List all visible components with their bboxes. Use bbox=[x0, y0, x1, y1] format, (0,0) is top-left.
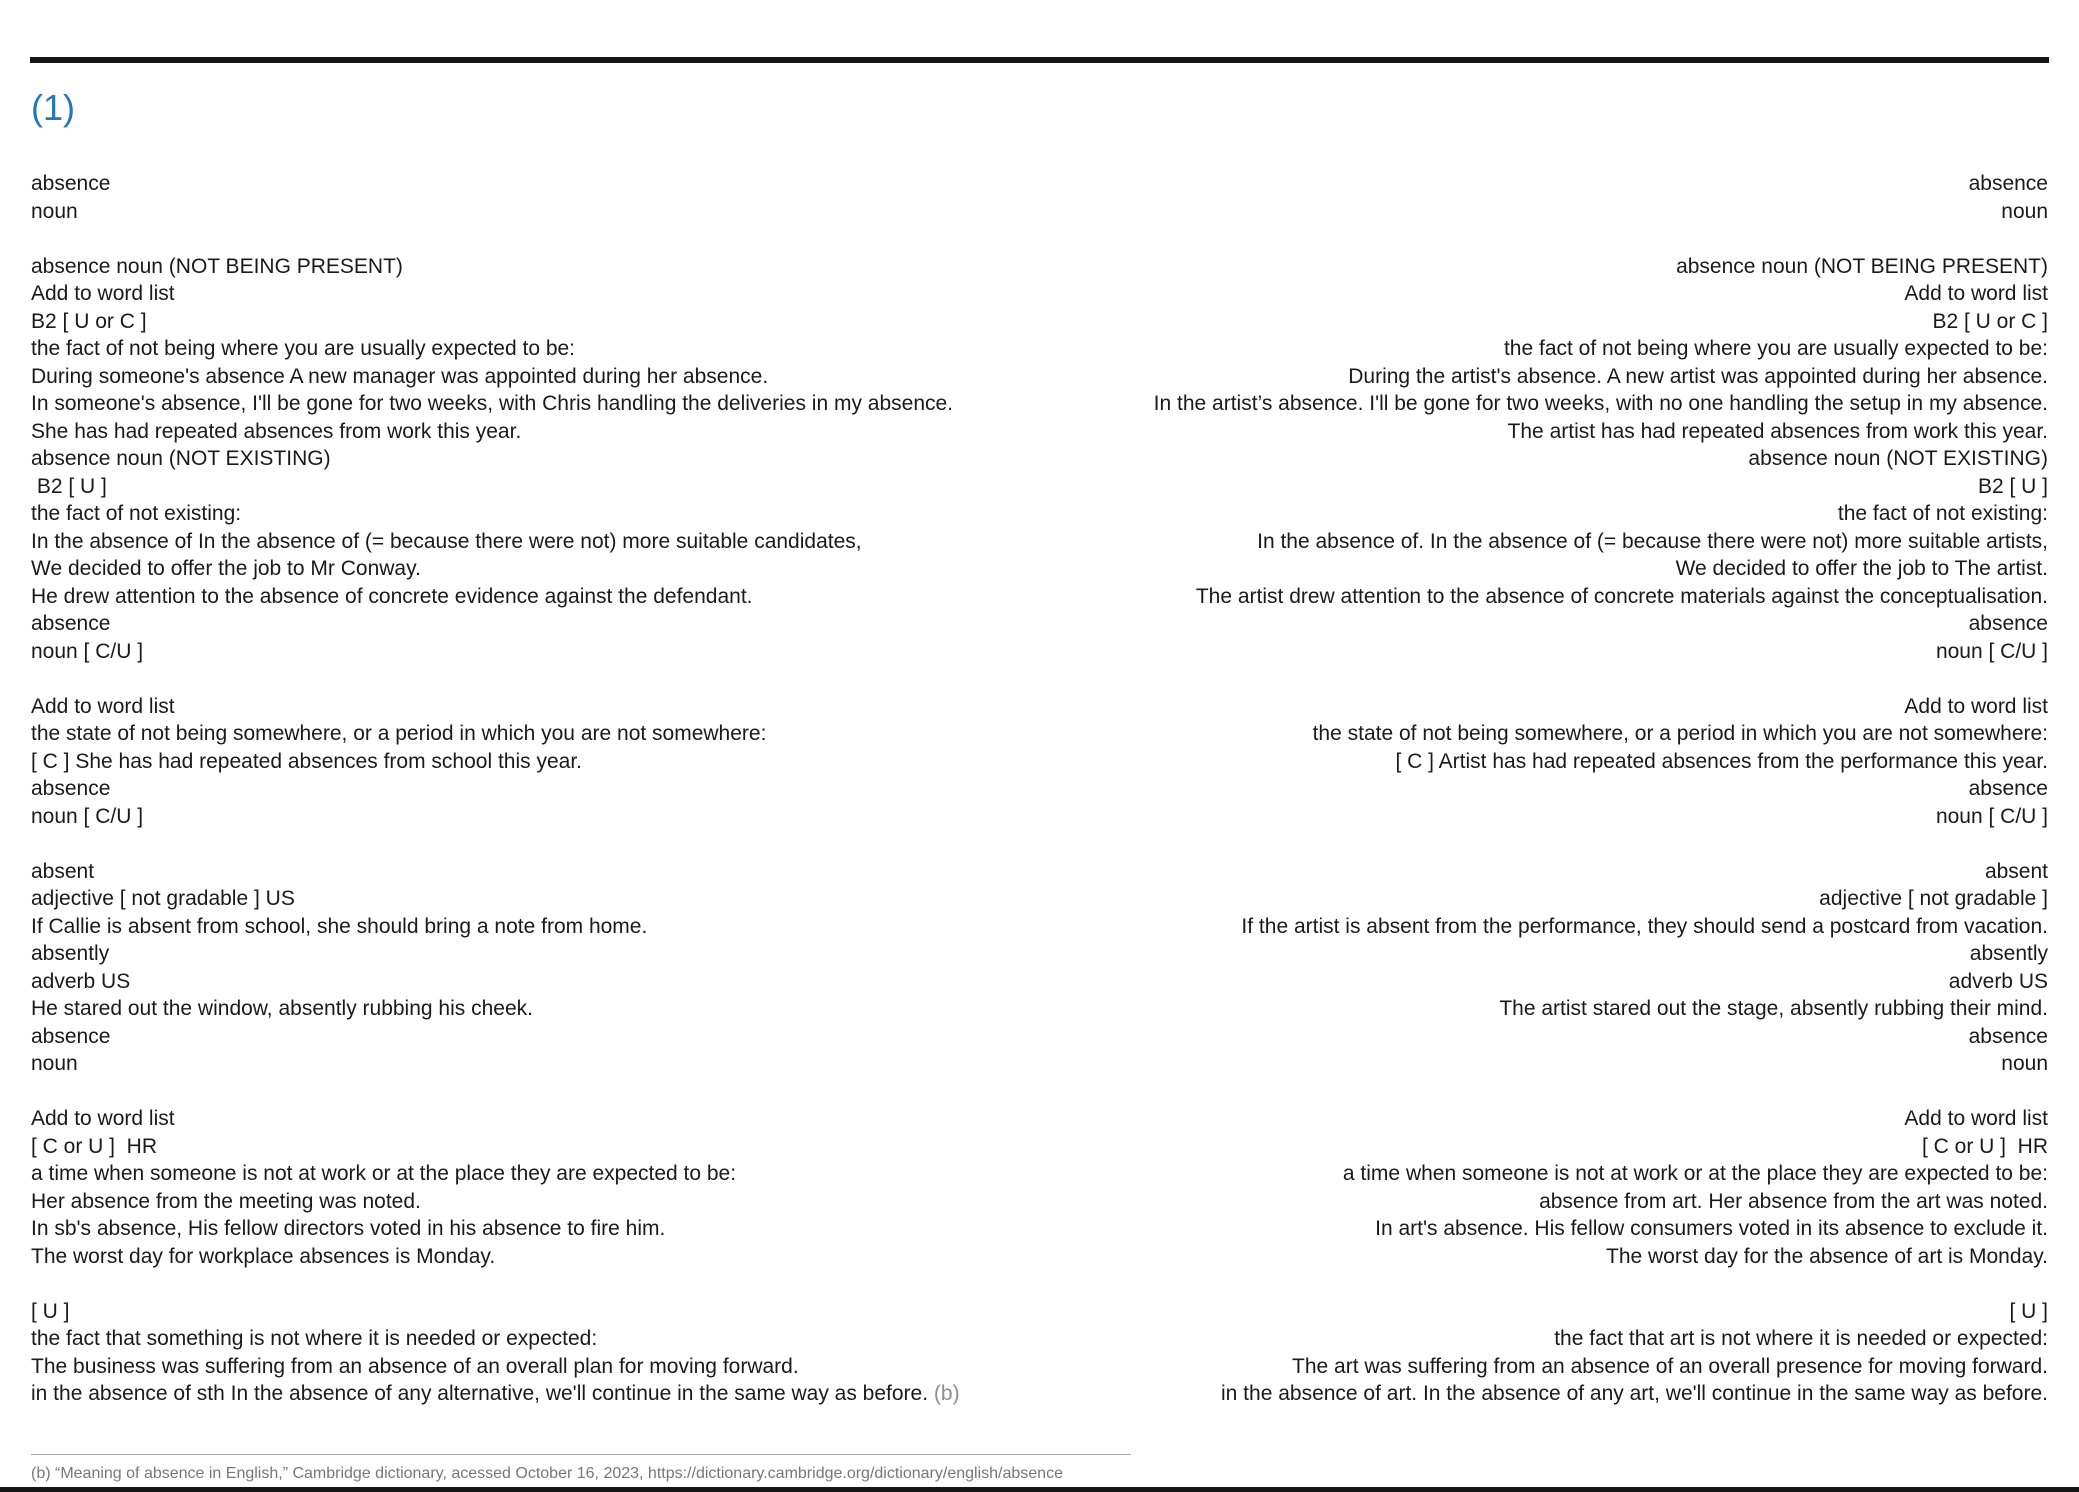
text-line: noun [ C/U ] bbox=[31, 639, 144, 663]
text-line bbox=[31, 1380, 1040, 1408]
page-number: (1) bbox=[31, 87, 75, 128]
text-line: noun bbox=[31, 1052, 78, 1075]
footnote bbox=[31, 1454, 1131, 1484]
text-line: In the artist’s absence. I'll be gone for two weeks, with no one handling the setup in my absence. bbox=[1153, 392, 2048, 415]
text-line: absence noun (NOT BEING PRESENT) bbox=[1676, 254, 2048, 278]
text-line: We decided to offer the job to Mr Conway. bbox=[31, 557, 421, 580]
footnote-ref: (b) bbox=[928, 1382, 960, 1405]
text-line: adjective [ not gradable ] US bbox=[31, 887, 295, 910]
text-line bbox=[1040, 830, 2049, 858]
text-line: adjective [ not gradable ] bbox=[1819, 887, 2048, 910]
text-line: absence bbox=[31, 172, 111, 195]
text-line: In the absence of In the absence of (= because there were not) more suitable candidates, bbox=[31, 529, 862, 553]
text-line: absence bbox=[1968, 172, 2048, 195]
bottom-rule bbox=[0, 1487, 2079, 1492]
text-line: If the artist is absent from the performance, they should send a postcard from vacation. bbox=[1241, 914, 2048, 938]
text-line: absence noun (NOT EXISTING) bbox=[31, 447, 331, 470]
text-line: the state of not being somewhere, or a period in which you are not somewhere: bbox=[1312, 722, 2048, 745]
text-line: [ C or U ] HR bbox=[31, 1134, 158, 1158]
text-line: absent bbox=[31, 859, 95, 883]
text-line: a time when someone is not at work or at the place they are expected to be: bbox=[31, 1162, 737, 1185]
text-line: adverb US bbox=[31, 969, 131, 993]
citation-text: (b) “Meaning of absence in English,” Cambridge dictionary, acessed October 16, 2023, https://dictionary.cambridge.org/dictionary/english/absence bbox=[31, 1465, 1063, 1482]
text-line: the fact of not existing: bbox=[31, 502, 242, 525]
text-line: the fact of not existing: bbox=[1837, 502, 2048, 525]
text-line: The artist has had repeated absences from work this year. bbox=[1507, 419, 2048, 443]
text-line: [ U ] bbox=[31, 1299, 70, 1323]
text-line: During the artist's absence. A new artist was appointed during her absence. bbox=[1348, 364, 2048, 388]
text-line: B2 [ U or C ] bbox=[1932, 309, 2048, 333]
text-line: the fact that something is not where it is needed or expected: bbox=[31, 1327, 598, 1350]
text-line: absence bbox=[1968, 777, 2048, 800]
left-column bbox=[31, 170, 1040, 1408]
text-line: the fact of not being where you are usually expected to be: bbox=[1503, 337, 2048, 360]
text-line bbox=[31, 1078, 1040, 1106]
text-line bbox=[1040, 1270, 2049, 1298]
text-line bbox=[1040, 1078, 2049, 1106]
text-line: During someone's absence A new manager was appointed during her absence. bbox=[31, 364, 769, 388]
text-line: absence bbox=[31, 1024, 111, 1048]
text-line bbox=[31, 1270, 1040, 1298]
text-line: The art was suffering from an absence of an overall presence for moving forward. bbox=[1292, 1354, 2048, 1378]
citation-rule bbox=[31, 1454, 1131, 1455]
text-line: He stared out the window, absently rubbing his cheek. bbox=[31, 997, 533, 1020]
text-line: The worst day for the absence of art is Monday. bbox=[1606, 1244, 2048, 1268]
text-line: Add to word list bbox=[31, 1107, 175, 1130]
text-line: Add to word list bbox=[1904, 1107, 2048, 1130]
text-line: Add to word list bbox=[31, 694, 175, 718]
text-line: B2 [ U ] bbox=[1977, 474, 2048, 498]
text-line: a time when someone is not at work or at the place they are expected to be: bbox=[1342, 1162, 2048, 1185]
text-line: The artist drew attention to the absence of concrete materials against the conceptualisation. bbox=[1195, 584, 2048, 608]
text-line: the fact that art is not where it is needed or expected: bbox=[1554, 1327, 2048, 1350]
text-line: In the absence of. In the absence of (= because there were not) more suitable artists, bbox=[1257, 529, 2048, 553]
text-line: She has had repeated absences from work this year. bbox=[31, 419, 522, 443]
text-line: Her absence from the meeting was noted. bbox=[31, 1189, 421, 1213]
top-rule bbox=[30, 57, 2049, 63]
text-line: [ U ] bbox=[2009, 1299, 2048, 1323]
two-column-text bbox=[31, 170, 2048, 1408]
text-line: [ C ] She has had repeated absences from school this year. bbox=[31, 749, 582, 773]
text-line: In art's absence. His fellow consumers voted in its absence to exclude it. bbox=[1375, 1217, 2048, 1240]
text-line: In sb's absence, His fellow directors voted in his absence to fire him. bbox=[31, 1217, 666, 1240]
text-line: noun [ C/U ] bbox=[1935, 639, 2048, 663]
text-line: Add to word list bbox=[1904, 282, 2048, 305]
text-line: Add to word list bbox=[1904, 694, 2048, 718]
text-line: In someone's absence, I'll be gone for two weeks, with Chris handling the deliveries in my absence. bbox=[31, 392, 954, 415]
text-line: The artist stared out the stage, absently rubbing their mind. bbox=[1499, 997, 2048, 1020]
text-line: the state of not being somewhere, or a period in which you are not somewhere: bbox=[31, 722, 767, 745]
text-line: B2 [ U or C ] bbox=[31, 309, 147, 333]
text-line: noun [ C/U ] bbox=[31, 804, 144, 828]
text-line: absence bbox=[1968, 612, 2048, 635]
text-line: [ C or U ] HR bbox=[1921, 1134, 2048, 1158]
text-line: absence noun (NOT BEING PRESENT) bbox=[31, 254, 403, 278]
text-line: absently bbox=[1969, 942, 2048, 965]
text-line: noun [ C/U ] bbox=[1935, 804, 2048, 828]
text-line bbox=[1040, 225, 2049, 253]
text-line: We decided to offer the job to The artist. bbox=[1675, 557, 2048, 580]
text-line: The worst day for workplace absences is Monday. bbox=[31, 1244, 496, 1268]
text-line: absent bbox=[1984, 859, 2048, 883]
text-line: absence noun (NOT EXISTING) bbox=[1748, 447, 2048, 470]
text-line: If Callie is absent from school, she should bring a note from home. bbox=[31, 914, 648, 938]
text-line bbox=[31, 830, 1040, 858]
text-line: absently bbox=[31, 942, 110, 965]
text-line-main: in the absence of sth In the absence of any alternative, we'll continue in the same way as before. bbox=[31, 1382, 929, 1405]
text-line bbox=[1040, 665, 2049, 693]
text-line: [ C ] Artist has had repeated absences from the performance this year. bbox=[1395, 749, 2048, 773]
text-line: the fact of not being where you are usually expected to be: bbox=[31, 337, 576, 360]
right-column bbox=[1040, 170, 2049, 1408]
text-line: noun bbox=[2001, 199, 2048, 223]
text-line: noun bbox=[2001, 1052, 2048, 1075]
text-line bbox=[31, 225, 1040, 253]
text-line: noun bbox=[31, 199, 78, 223]
text-line: absence bbox=[31, 612, 111, 635]
text-line: He drew attention to the absence of concrete evidence against the defendant. bbox=[31, 584, 753, 608]
text-line: The business was suffering from an absence of an overall plan for moving forward. bbox=[31, 1354, 799, 1378]
text-line bbox=[31, 665, 1040, 693]
text-line: absence from art. Her absence from the art was noted. bbox=[1539, 1189, 2048, 1213]
text-line: absence bbox=[31, 777, 111, 800]
text-line: Add to word list bbox=[31, 282, 175, 305]
text-line: absence bbox=[1968, 1024, 2048, 1048]
text-line: B2 [ U ] bbox=[31, 474, 107, 498]
text-line: adverb US bbox=[1948, 969, 2048, 993]
text-line: in the absence of art. In the absence of any art, we'll continue in the same way as before. bbox=[1221, 1382, 2048, 1405]
